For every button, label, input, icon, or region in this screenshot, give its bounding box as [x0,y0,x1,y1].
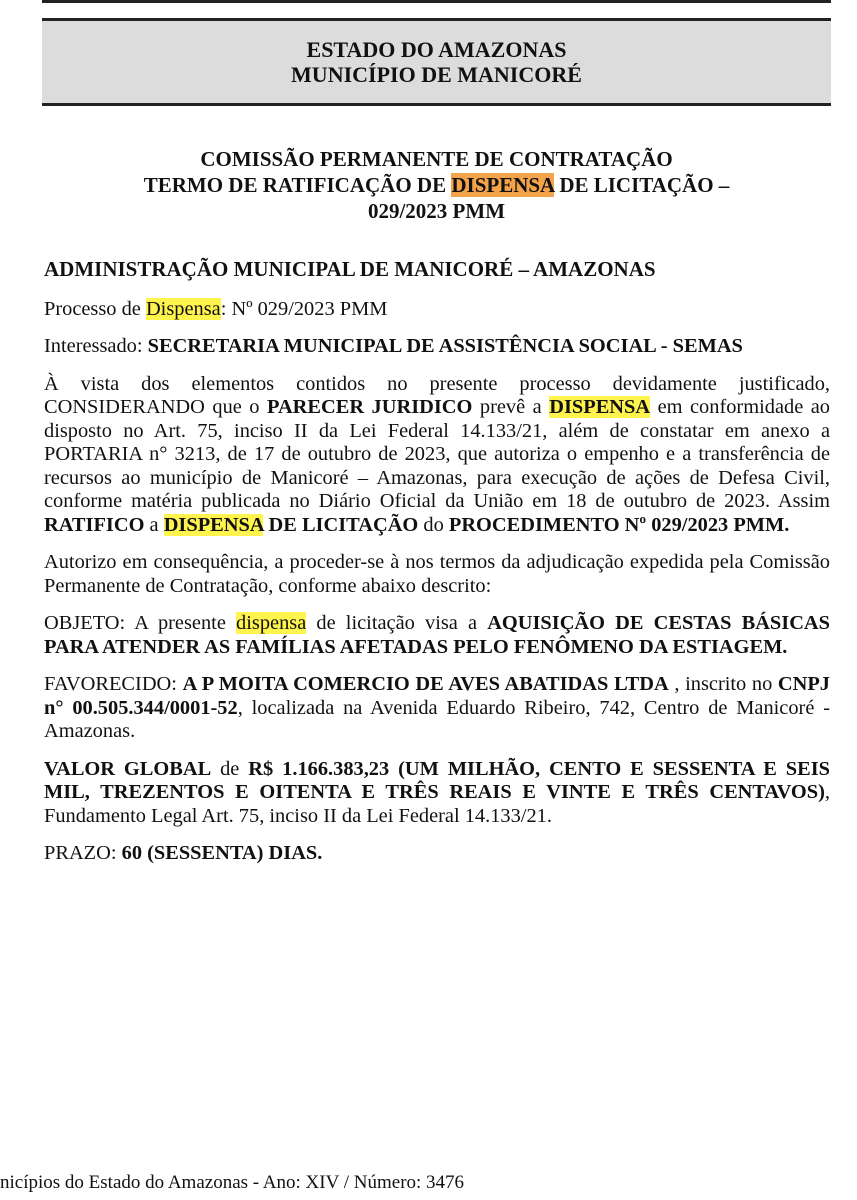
document-title [42,146,831,224]
procedimento-number: PROCEDIMENTO Nº 029/2023 PMM. [448,513,790,536]
parecer-juridico: PARECER JURIDICO [267,396,473,418]
ratifico-word: RATIFICO [44,513,145,536]
processo-pre: Processo de [44,297,146,320]
de-licitacao: DE LICITAÇÃO [263,513,419,536]
top-rule [42,0,831,3]
body-text-3: em conformidade ao disposto no Art. 75, inciso II da Lei Federal 14.133/21, além de constatar em anexo a PORTARIA n° 3213, de 17 de outubro de 2023, que autoriza o empenho e a transferência de recursos ao município de Manicoré – Amazonas, para execução de ações de Defesa Civil, conforme matéria publicada no Diário Oficial da União em 18 de outubro de 2023. Assim [44,396,830,512]
valor-text-2: , Fundamento Legal Art. 75, inciso II da Lei Federal 14.133/21. [44,781,830,827]
document-body [44,258,830,880]
body-text-2: prevê a [472,396,550,418]
interessado-line [44,335,830,359]
title-line-1: COMISSÃO PERMANENTE DE CONTRATAÇÃO [200,147,673,171]
header-state: ESTADO DO AMAZONAS [306,37,567,62]
objeto-label: OBJETO: A presente [44,612,237,634]
title-line-2-post: DE LICITAÇÃO – [554,173,730,197]
considerando-paragraph [44,373,830,538]
administration-heading: ADMINISTRAÇÃO MUNICIPAL DE MANICORÉ – AMAZONAS [44,257,656,281]
valor-amount: R$ 1.166.383,23 (UM MILHÃO, CENTO E SESSENTA E SEIS MIL, TREZENTOS E OITENTA E TRÊS REAIS E VINTE E TRÊS CENTAVOS) [44,757,830,803]
prazo-label: PRAZO: [44,842,122,864]
header-municipality: MUNICÍPIO DE MANICORÉ [291,62,582,87]
title-line-2 [42,172,831,198]
title-highlight-dispensa: DISPENSA [451,173,555,197]
interessado-label: Interessado: [44,335,148,357]
objeto-highlight: dispensa [236,612,307,634]
favorecido-name: A P MOITA COMERCIO DE AVES ABATIDAS LTDA [182,673,669,695]
interessado-value: SECRETARIA MUNICIPAL DE ASSISTÊNCIA SOCIAL - SEMAS [147,335,743,357]
document-header [42,18,831,106]
body-text-4: a [144,513,164,536]
page-footer: nicípios do Estado do Amazonas - Ano: XIV / Número: 3476 [0,1172,465,1193]
processo-post: : Nº 029/2023 PMM [220,297,388,320]
body-highlight-dispensa-1: DISPENSA [549,396,651,418]
favorecido-cnpj: CNPJ n° 00.505.344/0001-52 [44,673,830,719]
prazo-line [44,842,830,866]
title-line-2-pre: TERMO DE RATIFICAÇÃO DE [143,173,452,197]
processo-line [44,298,830,322]
favorecido-text-2: , localizada na Avenida Eduardo Ribeiro, 742, Centro de Manicoré - Amazonas. [44,696,830,742]
valor-text-1: de [211,757,249,780]
favorecido-paragraph [44,673,830,744]
processo-highlight: Dispensa [145,297,221,320]
body-highlight-dispensa-2: DISPENSA [163,513,264,536]
objeto-mid: de licitação visa a [306,612,488,634]
valor-label: VALOR GLOBAL [44,757,212,780]
favorecido-label: FAVORECIDO: [44,673,183,695]
autorizo-paragraph: Autorizo em consequência, a proceder-se à nos termos da adjudicação expedida pela Comissão Permanente de Contratação, conforme abaixo descrito: [44,551,830,597]
objeto-paragraph [44,612,830,659]
valor-paragraph [44,758,830,829]
prazo-value: 60 (SESSENTA) DIAS. [121,842,323,864]
body-text-5: do [418,513,449,536]
body-text-1: À vista dos elementos contidos no presente processo devidamente justificado, CONSIDERANDO que o [44,372,830,418]
title-line-3: 029/2023 PMM [367,199,506,223]
favorecido-text-1: , inscrito no [668,673,778,695]
objeto-value: AQUISIÇÃO DE CESTAS BÁSICAS PARA ATENDER AS FAMÍLIAS AFETADAS PELO FENÔMENO DA ESTIAGEM. [44,612,830,658]
